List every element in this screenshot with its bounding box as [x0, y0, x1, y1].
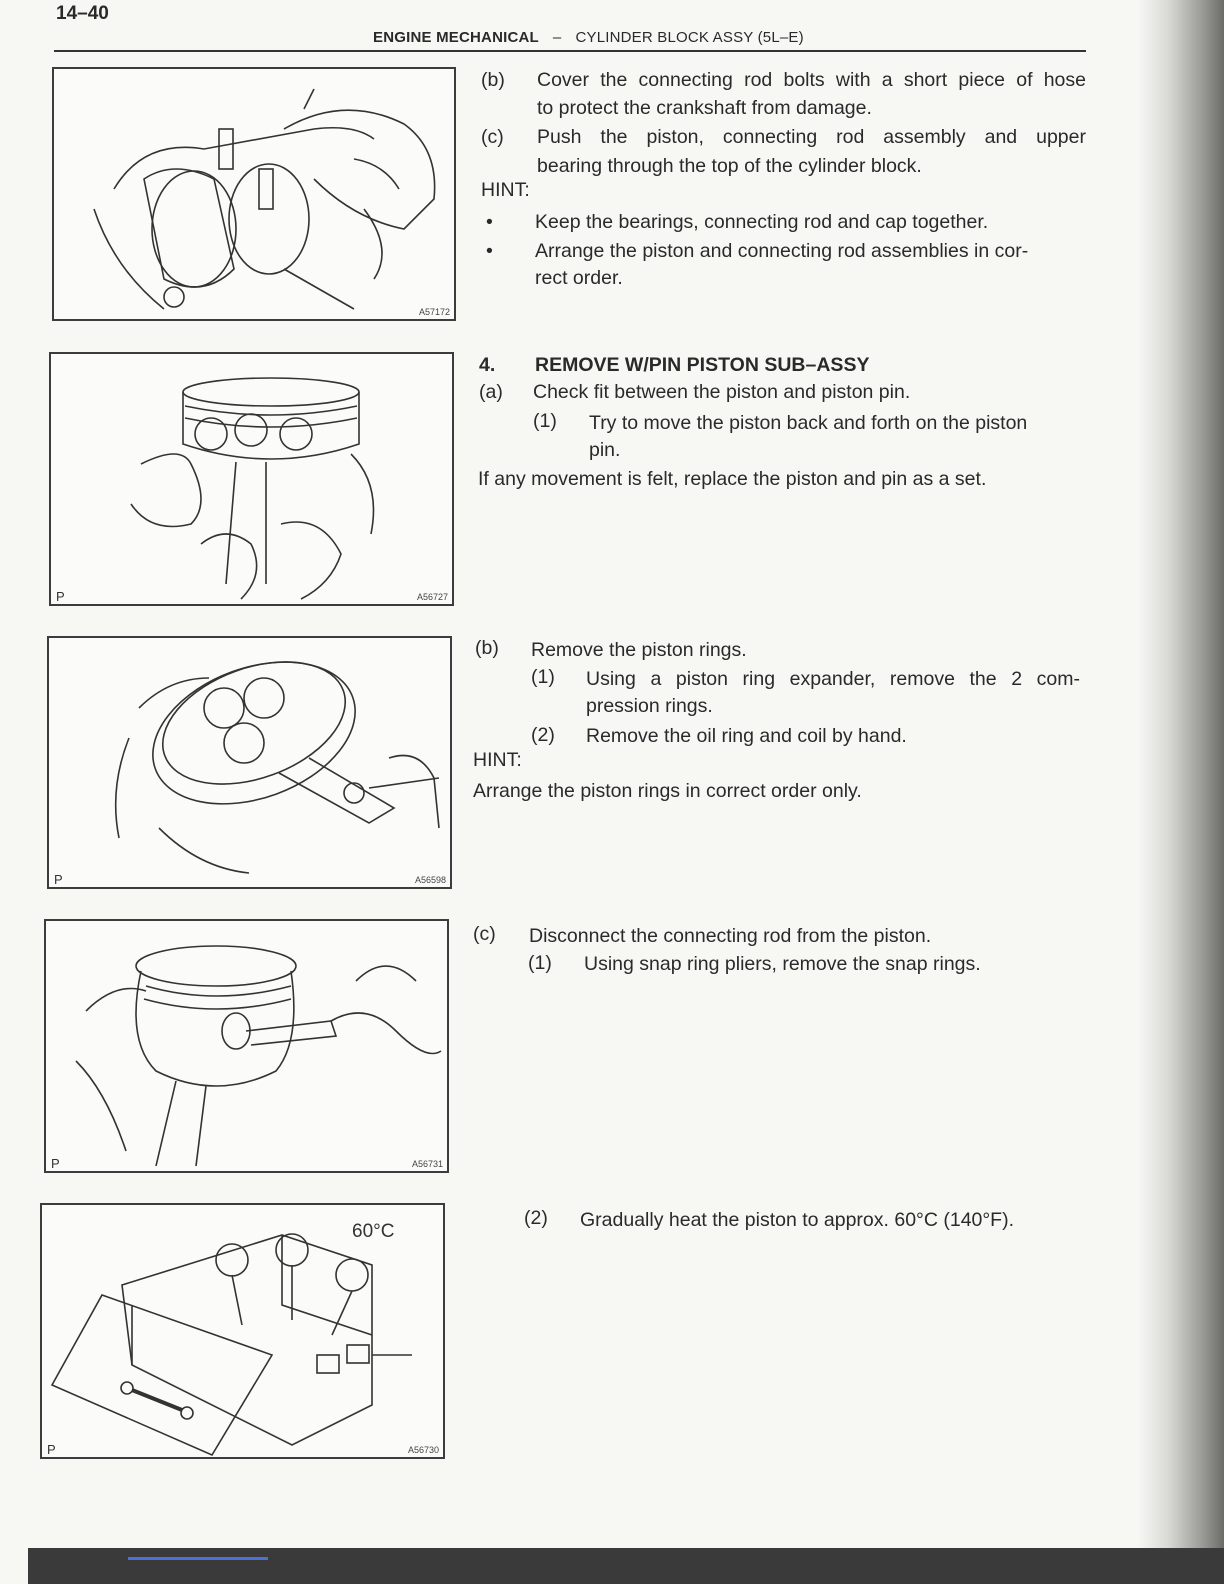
subitem-label: (1)	[531, 666, 555, 688]
figure-snap-ring-pliers	[44, 919, 449, 1173]
ring-expander-illustration	[49, 638, 450, 887]
item-text	[537, 123, 1086, 151]
bullet-text: Arrange the piston and connecting rod assemblies in cor-	[535, 240, 1029, 262]
snap-ring-illustration	[46, 921, 447, 1171]
page-number: 14–40	[56, 3, 109, 24]
figure-p-label: P	[51, 1156, 60, 1171]
header-separator: –	[552, 29, 562, 46]
subitem-text: pin.	[589, 439, 621, 461]
item-text-line: Cover the connecting rod bolts with a short piece of hose	[537, 69, 1086, 91]
item-text: Disconnect the connecting rod from the piston.	[529, 925, 932, 947]
bullet-text: rect order.	[535, 267, 623, 289]
step-title: REMOVE W/PIN PISTON SUB–ASSY	[535, 354, 870, 376]
subitem-text: Remove the oil ring and coil by hand.	[586, 725, 907, 747]
bullet: •	[486, 240, 493, 262]
bullet: •	[486, 211, 493, 233]
subitem-label: (1)	[533, 410, 557, 432]
figure-p-label: P	[54, 872, 63, 887]
figure-p-label: P	[47, 1442, 56, 1457]
figure-code: A56727	[416, 592, 448, 602]
step-number: 4.	[479, 354, 496, 376]
item-text: Check fit between the piston and piston pin.	[533, 381, 911, 403]
figure-temperature: 60°C	[352, 1221, 395, 1242]
figure-code: A56730	[407, 1445, 439, 1455]
item-label: (a)	[479, 381, 503, 403]
subitem-text: Try to move the piston back and forth on the piston	[589, 412, 1028, 434]
item-text-line: Push the piston, connecting rod assembly and upper	[537, 126, 1086, 148]
item-text: to protect the crankshaft from damage.	[537, 97, 872, 119]
note-text: If any movement is felt, replace the piston and pin as a set.	[478, 468, 987, 490]
item-label: (c)	[481, 126, 504, 148]
page-header	[373, 29, 804, 46]
item-label: (c)	[473, 923, 496, 945]
figure-code: A56731	[411, 1159, 443, 1169]
crankshaft-illustration	[54, 69, 454, 319]
subitem-label: (2)	[531, 724, 555, 746]
figure-heat-piston	[40, 1203, 445, 1459]
scan-bottom-band	[28, 1548, 1224, 1584]
item-text: Remove the piston rings.	[531, 639, 747, 661]
hint-label: HINT:	[473, 749, 522, 771]
item-text: bearing through the top of the cylinder block.	[537, 155, 922, 177]
bullet-text: Keep the bearings, connecting rod and cap together.	[535, 211, 989, 233]
page-edge-shadow	[1138, 0, 1224, 1584]
subitem-label: (2)	[524, 1207, 548, 1229]
figure-code: A56598	[414, 875, 446, 885]
figure-piston-ring-expander	[47, 636, 452, 889]
figure-crankshaft-hose	[52, 67, 456, 321]
header-subsection: CYLINDER BLOCK ASSY (5L–E)	[575, 29, 804, 46]
hint-text: Arrange the piston rings in correct order only.	[473, 780, 862, 802]
figure-code: A57172	[418, 307, 450, 317]
subitem-text	[586, 665, 1080, 693]
item-text	[537, 66, 1086, 94]
subitem-text-line: Using a piston ring expander, remove the 2 com-	[586, 668, 1080, 690]
figure-p-label: P	[56, 589, 65, 604]
header-rule	[54, 50, 1086, 52]
item-label: (b)	[475, 637, 499, 659]
subitem-text: Using snap ring pliers, remove the snap rings.	[584, 953, 981, 975]
item-label: (b)	[481, 69, 505, 91]
piston-pin-illustration	[51, 354, 452, 604]
figure-piston-pin-check	[49, 352, 454, 606]
hint-label: HINT:	[481, 179, 530, 201]
scan-bottom-marker	[128, 1557, 268, 1560]
header-section: ENGINE MECHANICAL	[373, 29, 539, 46]
subitem-text: Gradually heat the piston to approx. 60°C (140°F).	[580, 1209, 1014, 1231]
subitem-label: (1)	[528, 952, 552, 974]
subitem-text: pression rings.	[586, 695, 713, 717]
